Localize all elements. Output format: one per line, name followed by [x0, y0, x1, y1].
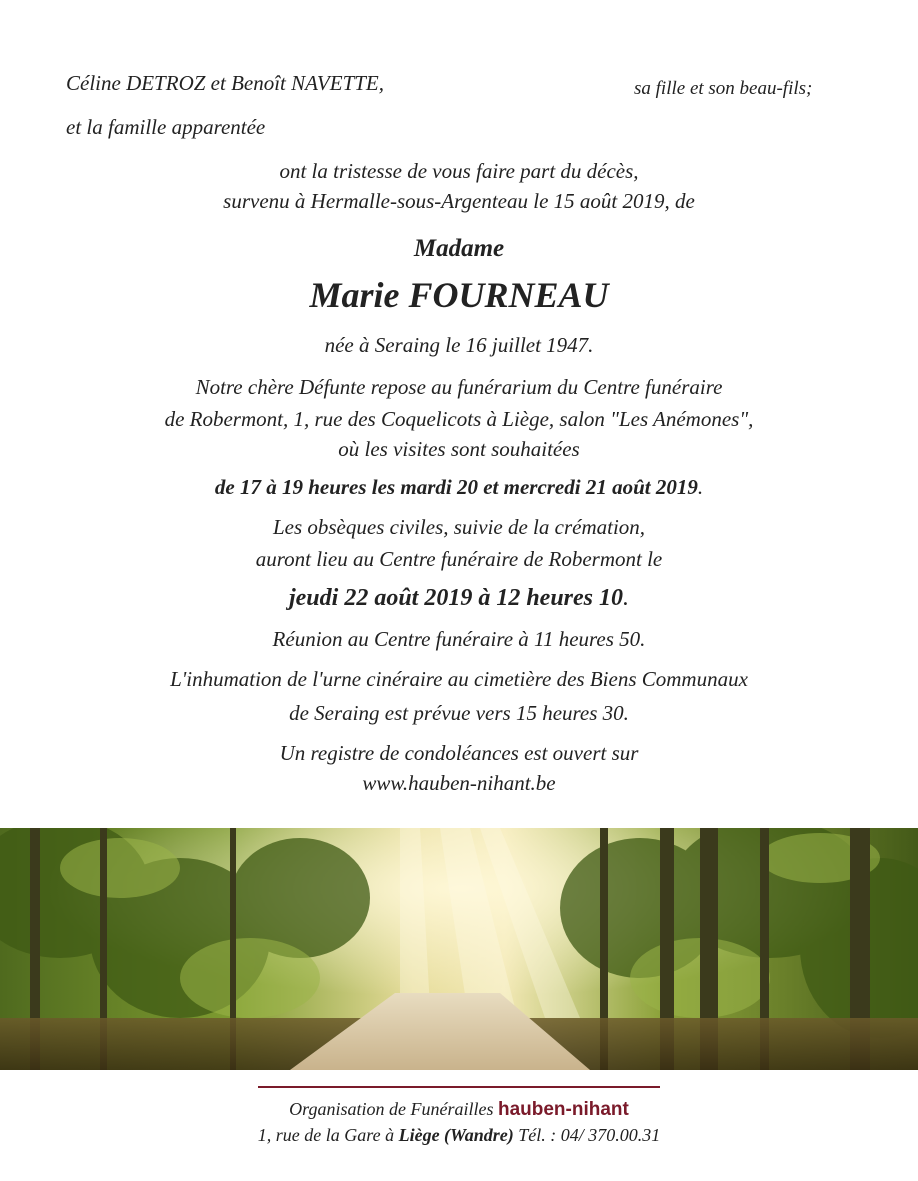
brand-logo-text: hauben-nihant — [497, 1099, 629, 1120]
condolences-website[interactable]: www.hauben-nihant.be — [362, 771, 556, 795]
visitation-line-3: où les visites sont souhaitées — [338, 437, 580, 461]
forest-path-sunbeams-photo — [0, 828, 918, 1070]
inhumation-line-1: L'inhumation de l'urne cinéraire au cimetière des Biens Communaux — [170, 667, 748, 691]
inhumation-line-2: de Seraing est prévue vers 15 heures 30. — [289, 701, 629, 725]
visitation-hours-text: de 17 à 19 heures les mardi 20 et mercredi 21 août 2019 — [214, 475, 698, 499]
announcement-line-1: ont la tristesse de vous faire part du décès, — [279, 159, 639, 183]
funeral-datetime-text: jeudi 22 août 2019 à 12 heures 10 — [288, 585, 624, 611]
funeral-line-1: Les obsèques civiles, suivie de la crémation, — [272, 515, 646, 539]
footer-organisation — [0, 1096, 918, 1123]
org-label: Organisation de Funérailles — [289, 1099, 494, 1119]
visitation-line-2: de Robermont, 1, rue des Coquelicots à Liège, salon "Les Anémones", — [164, 407, 754, 431]
deceased-title: Madame — [413, 235, 505, 262]
visitation-line-1: Notre chère Défunte repose au funérarium du Centre funéraire — [195, 375, 723, 399]
condolences-line-1: Un registre de condoléances est ouvert sur — [279, 741, 639, 765]
address-city: Liège (Wandre) — [398, 1125, 514, 1145]
funeral-datetime-end: . — [623, 585, 630, 611]
meeting-info: Réunion au Centre funéraire à 11 heures 50. — [272, 627, 646, 651]
footer-address — [0, 1122, 918, 1148]
deceased-name: Marie FOURNEAU — [309, 275, 609, 315]
announcement-line-2: survenu à Hermalle-sous-Argenteau le 15 août 2019, de — [223, 189, 695, 213]
address-prefix: 1, rue de la Gare à — [257, 1125, 395, 1145]
funeral-datetime — [0, 582, 918, 614]
visitation-hours — [0, 472, 918, 502]
visitation-hours-end: . — [697, 475, 704, 499]
family-relation: sa fille et son beau-fils; — [634, 78, 813, 99]
birth-info: née à Seraing le 16 juillet 1947. — [324, 333, 594, 357]
funeral-line-2: auront lieu au Centre funéraire de Robermont le — [255, 547, 663, 571]
footer-divider — [258, 1086, 660, 1088]
phone-number: Tél. : 04/ 370.00.31 — [518, 1125, 661, 1145]
extended-family: et la famille apparentée — [66, 115, 266, 139]
family-names: Céline DETROZ et Benoît NAVETTE, — [66, 71, 385, 95]
